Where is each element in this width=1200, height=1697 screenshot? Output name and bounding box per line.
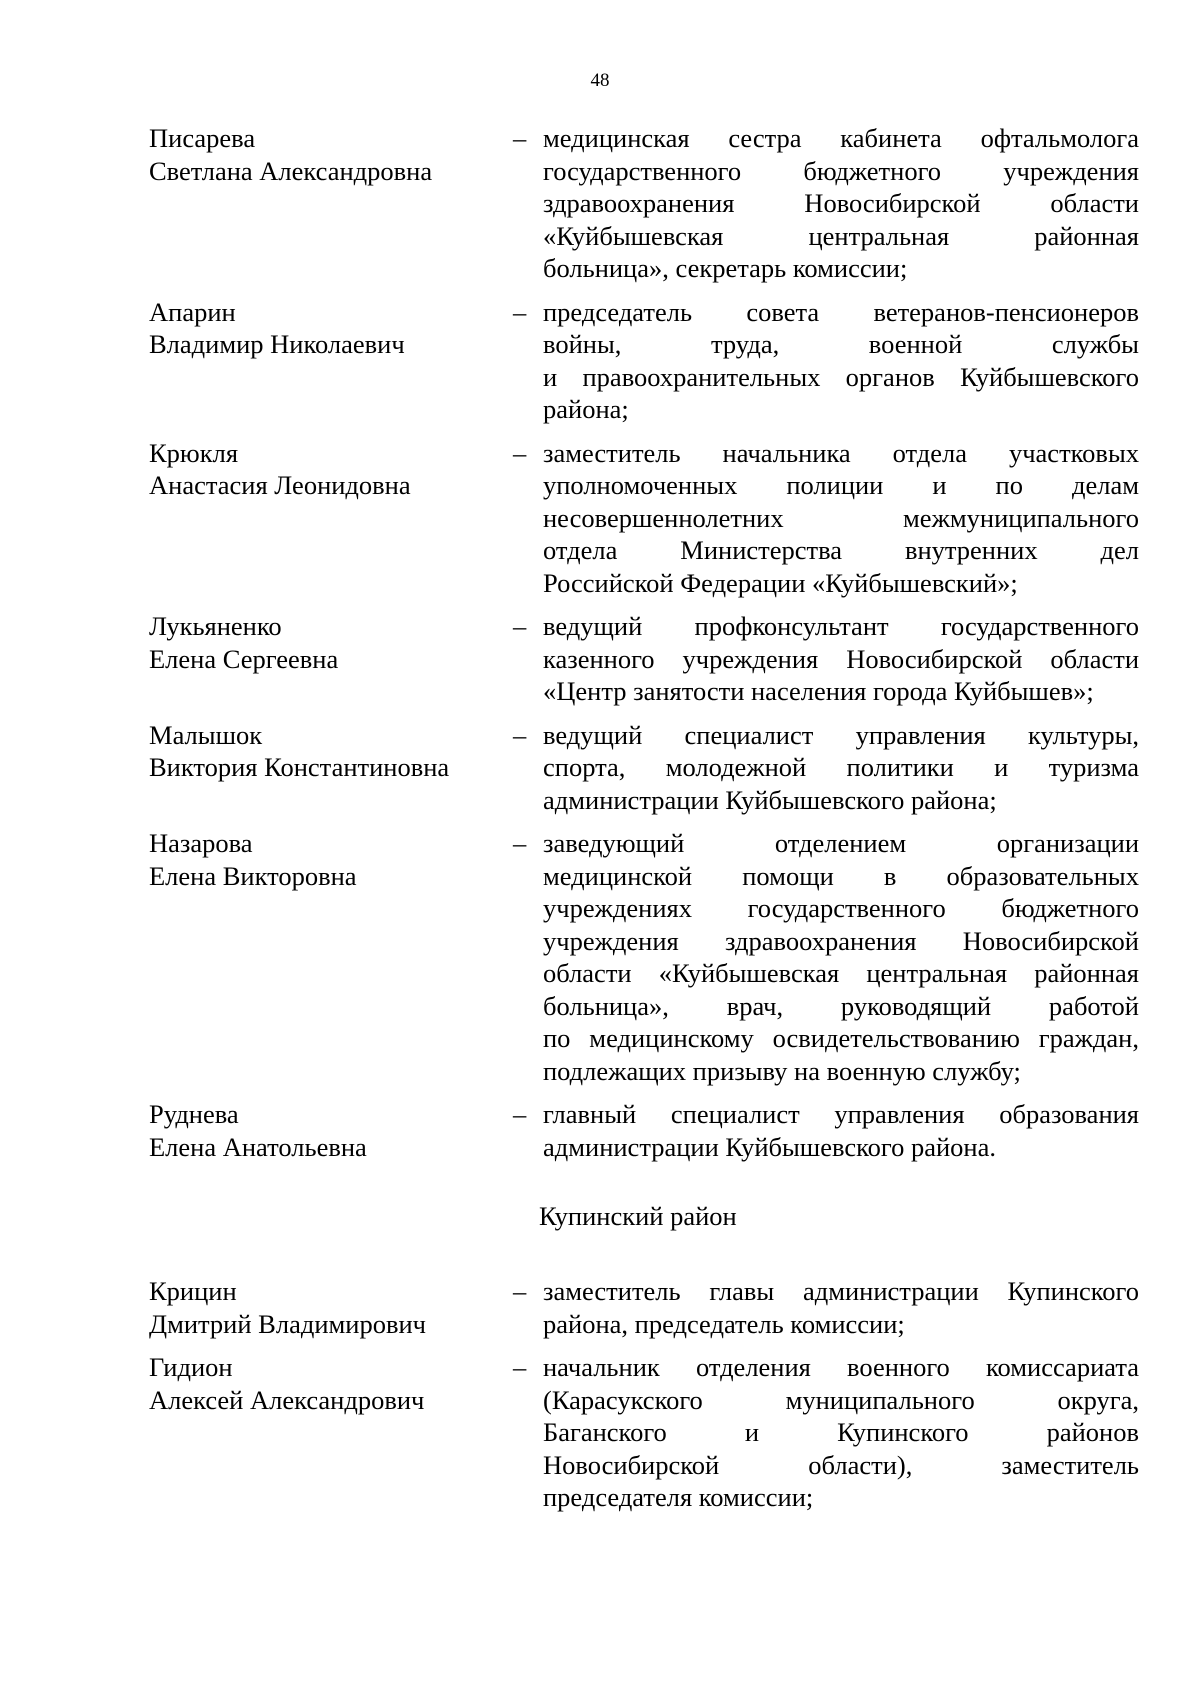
member-given-names: Владимир Николаевич bbox=[149, 329, 405, 359]
member-name bbox=[149, 437, 489, 502]
member-position bbox=[543, 719, 1139, 817]
position-line: района, председатель комиссии; bbox=[543, 1308, 905, 1339]
kupino-district-members bbox=[149, 1275, 1139, 1514]
member-name bbox=[149, 827, 489, 892]
section-heading-kupino-district: Купинский район bbox=[539, 1201, 737, 1231]
member-given-names: Елена Сергеевна bbox=[149, 643, 339, 674]
position-line: администрации Куйбышевского района. bbox=[543, 1131, 996, 1162]
position-line: медицинской помощи в образовательных bbox=[543, 860, 1139, 891]
member-position bbox=[543, 437, 1139, 600]
member-given-names: Алексей Александрович bbox=[149, 1384, 425, 1415]
position-line: казенного учреждения Новосибирской области bbox=[543, 643, 1139, 674]
position-line: отдела Министерства внутренних дел bbox=[543, 535, 1139, 565]
member-name bbox=[149, 122, 489, 187]
member-entry bbox=[149, 1098, 1139, 1163]
page-number: 48 bbox=[590, 70, 610, 91]
position-line: «Куйбышевская центральная районная bbox=[543, 220, 1139, 251]
member-given-names: Елена Викторовна bbox=[149, 860, 357, 891]
member-name bbox=[149, 296, 489, 361]
position-line: председателя комиссии; bbox=[543, 1482, 814, 1512]
dash-separator: – bbox=[513, 437, 527, 468]
position-line: (Карасукского муниципального округа, bbox=[543, 1384, 1139, 1415]
member-surname: Апарин bbox=[149, 296, 236, 327]
kuibyshev-district-members bbox=[149, 122, 1139, 1163]
position-line: здравоохранения Новосибирской области bbox=[543, 188, 1139, 218]
member-entry bbox=[149, 296, 1139, 426]
dash-separator: – bbox=[513, 1276, 527, 1306]
member-surname: Крицин bbox=[149, 1276, 237, 1306]
position-line: больница», врач, руководящий работой bbox=[543, 990, 1139, 1021]
member-entry bbox=[149, 719, 1139, 817]
dash-separator: – bbox=[513, 123, 527, 153]
position-line: заместитель начальника отдела участковых bbox=[543, 437, 1139, 468]
member-entry bbox=[149, 1351, 1139, 1514]
member-given-names: Елена Анатольевна bbox=[149, 1131, 367, 1162]
member-position bbox=[543, 827, 1139, 1087]
member-given-names: Виктория Константиновна bbox=[149, 752, 450, 782]
position-line: несовершеннолетних межмуниципального bbox=[543, 502, 1139, 533]
position-line: начальник отделения военного комиссариата bbox=[543, 1352, 1139, 1382]
dash-separator: – bbox=[513, 1352, 527, 1382]
member-name bbox=[149, 719, 489, 784]
position-line: Баганского и Купинского районов bbox=[543, 1417, 1139, 1447]
member-position bbox=[543, 1098, 1139, 1163]
position-line: района; bbox=[543, 394, 629, 424]
member-entry bbox=[149, 827, 1139, 1087]
member-name bbox=[149, 1351, 489, 1416]
position-line: области «Куйбышевская центральная районная bbox=[543, 958, 1139, 988]
member-position bbox=[543, 122, 1139, 285]
dash-separator: – bbox=[513, 719, 527, 750]
dash-separator: – bbox=[513, 828, 527, 858]
member-surname: Гидион bbox=[149, 1352, 233, 1382]
member-name bbox=[149, 1275, 489, 1340]
dash-separator: – bbox=[513, 611, 527, 641]
position-line: учреждения здравоохранения Новосибирской bbox=[543, 925, 1139, 956]
position-line: по медицинскому освидетельствованию граждан, bbox=[543, 1023, 1139, 1053]
position-line: администрации Куйбышевского района; bbox=[543, 784, 997, 815]
position-line: войны, труда, военной службы bbox=[543, 329, 1139, 359]
position-line: больница», секретарь комиссии; bbox=[543, 253, 908, 283]
member-given-names: Анастасия Леонидовна bbox=[149, 470, 411, 500]
position-line: спорта, молодежной политики и туризма bbox=[543, 752, 1139, 782]
position-line: ведущий специалист управления культуры, bbox=[543, 719, 1139, 750]
position-line: ведущий профконсультант государственного bbox=[543, 611, 1139, 641]
position-line: Российской Федерации «Куйбышевский»; bbox=[543, 567, 1018, 598]
position-line: главный специалист управления образования bbox=[543, 1099, 1139, 1129]
member-position bbox=[543, 1275, 1139, 1340]
commission-members-list bbox=[149, 122, 1139, 1514]
position-line: Новосибирской области), заместитель bbox=[543, 1449, 1139, 1480]
member-given-names: Светлана Александровна bbox=[149, 155, 433, 186]
member-surname: Крюкля bbox=[149, 437, 239, 468]
position-line: учреждениях государственного бюджетного bbox=[543, 893, 1139, 923]
member-given-names: Дмитрий Владимирович bbox=[149, 1308, 426, 1339]
member-position bbox=[543, 610, 1139, 708]
position-line: заведующий отделением организации bbox=[543, 828, 1139, 858]
member-entry bbox=[149, 122, 1139, 285]
member-entry bbox=[149, 1275, 1139, 1340]
member-position bbox=[543, 296, 1139, 426]
position-line: председатель совета ветеранов-пенсионеров bbox=[543, 296, 1139, 327]
position-line: уполномоченных полиции и по делам bbox=[543, 470, 1139, 500]
member-entry bbox=[149, 610, 1139, 708]
dash-separator: – bbox=[513, 1099, 527, 1129]
position-line: «Центр занятости населения города Куйбышев»; bbox=[543, 676, 1094, 706]
position-line: государственного бюджетного учреждения bbox=[543, 155, 1139, 186]
member-surname: Лукьяненко bbox=[149, 611, 282, 641]
member-surname: Малышок bbox=[149, 719, 263, 750]
member-name bbox=[149, 1098, 489, 1163]
member-name bbox=[149, 610, 489, 675]
member-surname: Писарева bbox=[149, 123, 256, 153]
member-position bbox=[543, 1351, 1139, 1514]
position-line: и правоохранительных органов Куйбышевского bbox=[543, 361, 1139, 392]
member-surname: Назарова bbox=[149, 828, 253, 858]
position-line: медицинская сестра кабинета офтальмолога bbox=[543, 123, 1139, 153]
member-surname: Руднева bbox=[149, 1099, 239, 1129]
member-entry bbox=[149, 437, 1139, 600]
position-line: подлежащих призыву на военную службу; bbox=[543, 1055, 1021, 1086]
dash-separator: – bbox=[513, 296, 527, 327]
position-line: заместитель главы администрации Купинского bbox=[543, 1276, 1139, 1306]
